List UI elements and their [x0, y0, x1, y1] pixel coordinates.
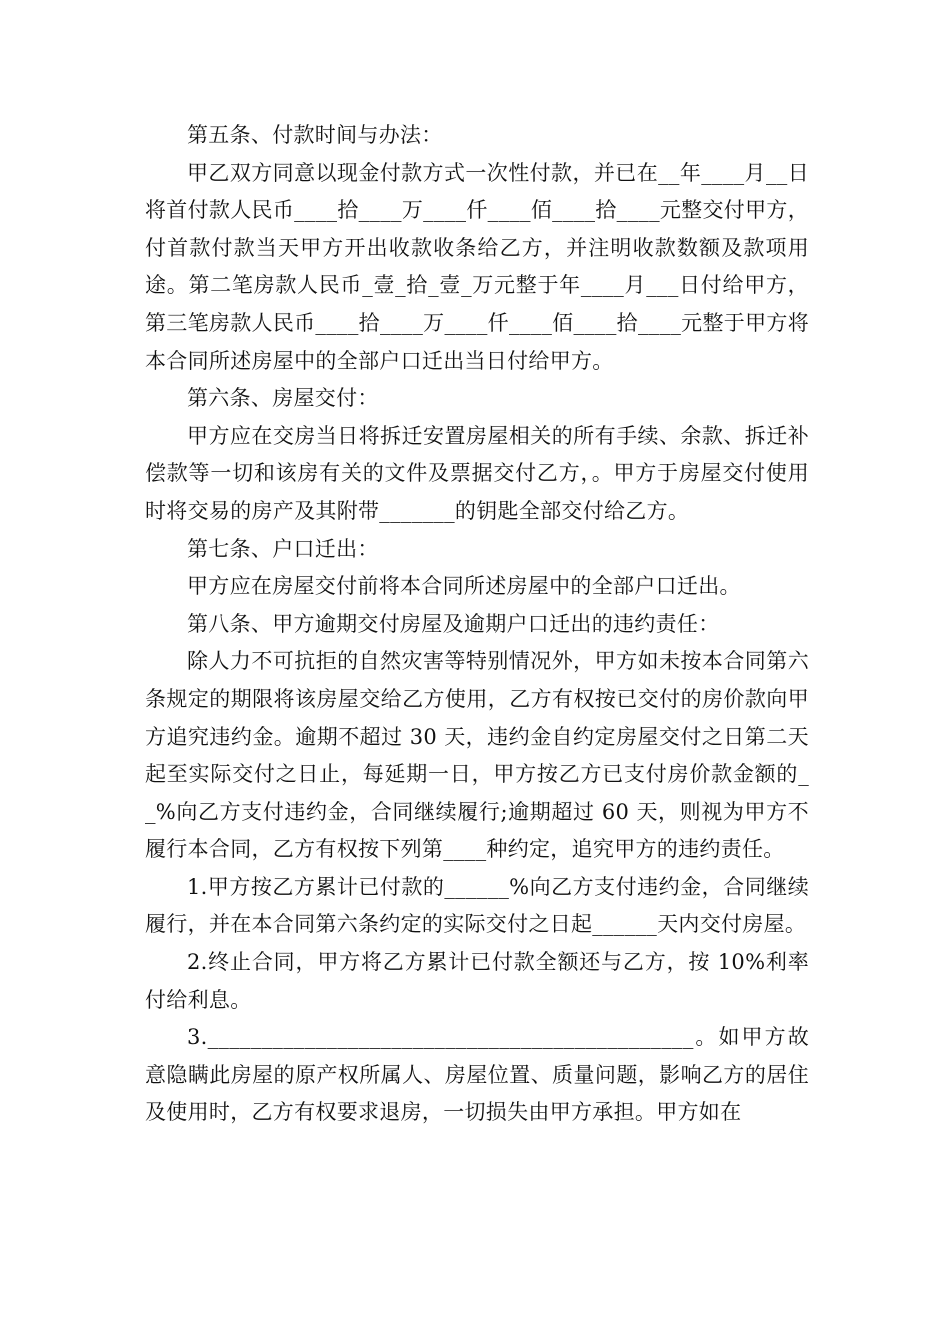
clause-7-text: 甲方应在房屋交付前将本合同所述房屋中的全部户口迁出。	[187, 574, 741, 599]
clause-6-text: 甲方应在交房当日将拆迁安置房屋相关的所有手续、余款、拆迁补偿款等一切和该房有关的文件及票据交付乙方，。甲方于房屋交付使用时将交易的房产及其附带_______的钥匙全部交付给乙方。	[145, 423, 809, 523]
clause-8-text: 除人力不可抗拒的自然灾害等特别情况外，甲方如未按本合同第六条规定的期限将该房屋交给乙方使用，乙方有权按已交付的房价款向甲方追究违约金。逾期不超过 30 天，违约金自约定房屋交付之日第二天起至实际交付之日止，每延期一日，甲方按乙方已支付房价款金额的__%向乙方支付违约金，合同继续履行;逾期超过 60 天，则视为甲方不履行本合同，乙方有权按下列第____种约定，追究甲方的违约责任。	[145, 649, 809, 862]
clause-8-item-1: 1.甲方按乙方累计已付款的______%向乙方支付违约金，合同继续履行，并在本合同第六条约定的实际交付之日起______天内交付房屋。	[145, 874, 809, 937]
clause-5-text: 甲乙双方同意以现金付款方式一次性付款，并已在__年____月__日将首付款人民币____拾____万____仟____佰____拾____元整交付甲方，付首款付款当天甲方开出收款收条给乙方，并注明收款数额及款项用途。第二笔房款人民币_壹_拾_壹_万元整于年____月___日付给甲方，第三笔房款人民币____拾____万____仟____佰____拾____元整于甲方将本合同所述房屋中的全部户口迁出当日付给甲方。	[145, 160, 809, 373]
clause-5-heading: 第五条、付款时间与办法：	[187, 123, 443, 147]
clause-6-heading: 第六条、房屋交付：	[187, 386, 379, 411]
clause-8-heading: 第八条、甲方逾期交付房屋及逾期户口迁出的违约责任：	[187, 611, 720, 636]
clause-7-heading: 第七条、户口迁出：	[187, 536, 379, 561]
clause-8-item-3: 3._____________________________________________。如甲方故意隐瞒此房屋的原产权所属人、房屋位置、质量问题，影响乙方的居住及使用时，乙方有权要求退房，一切损失由甲方承担。甲方如在	[145, 1025, 809, 1125]
contract-body	[145, 117, 809, 1132]
clause-8-item-2: 2.终止合同，甲方将乙方累计已付款全额还与乙方，按 10%利率付给利息。	[145, 950, 809, 1012]
